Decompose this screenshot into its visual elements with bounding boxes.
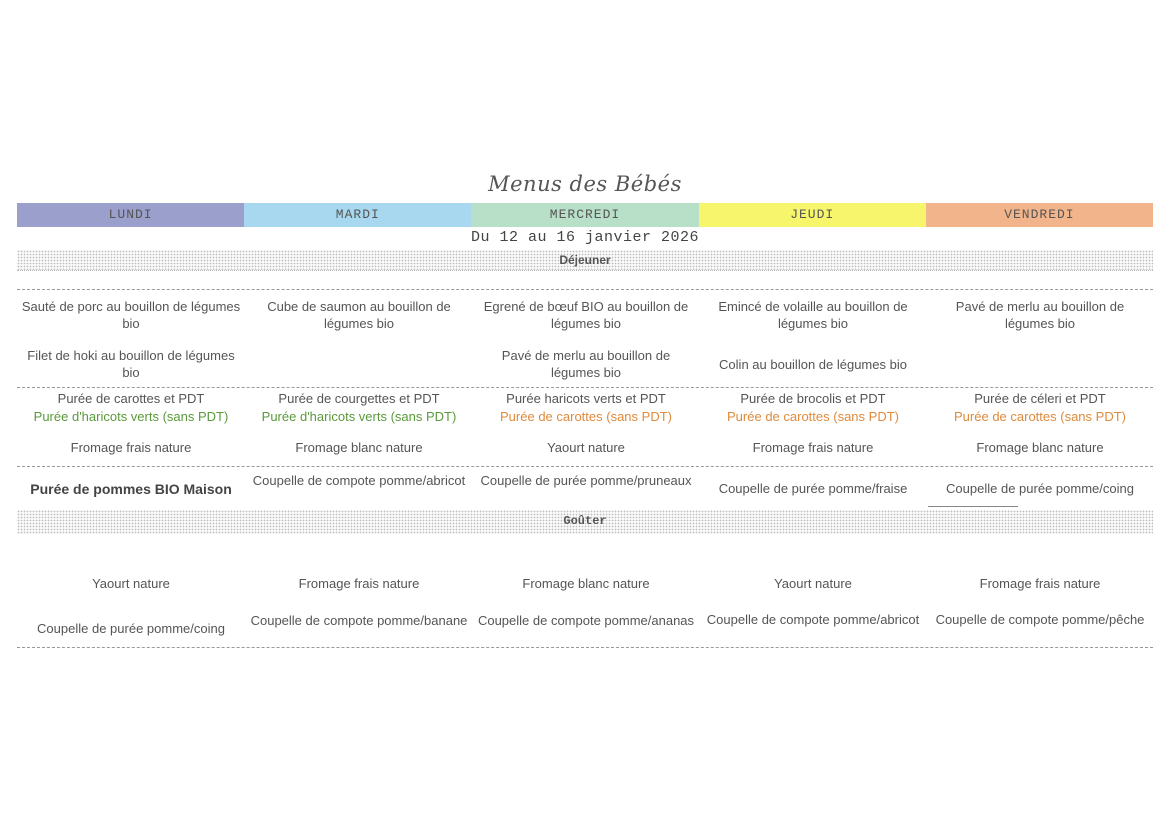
lunch-puree-monday: Purée de carottes et PDT <box>57 391 205 406</box>
day-monday: LUNDI <box>17 203 244 227</box>
day-header-band <box>17 203 1153 227</box>
lunch-label: Déjeuner <box>559 253 611 267</box>
lunch-dairy-wednesday: Yaourt nature <box>547 440 625 455</box>
lunch-dessert-monday: Purée de pommes BIO Maison <box>30 481 232 497</box>
divider <box>17 387 1153 388</box>
day-friday: VENDREDI <box>926 203 1153 227</box>
snack-fruit-tuesday: Coupelle de compote pomme/banane <box>250 613 468 628</box>
lunch-puree-friday: Purée de céleri et PDT <box>974 391 1106 406</box>
underline <box>928 506 1018 507</box>
snack-fruit-thursday: Coupelle de compote pomme/abricot <box>706 612 920 627</box>
lunch-dessert-thursday: Coupelle de purée pomme/fraise <box>718 481 908 496</box>
divider <box>17 289 1153 290</box>
lunch-main-1-friday: Pavé de merlu au bouillon de légumes bio <box>955 299 1125 331</box>
lunch-main-1-tuesday: Cube de saumon au bouillon de légumes bio <box>267 299 451 331</box>
lunch-dairy-thursday: Fromage frais nature <box>752 440 874 455</box>
day-wednesday: MERCREDI <box>471 203 698 227</box>
snack-dairy-tuesday: Fromage frais nature <box>298 576 420 591</box>
lunch-dairy-monday: Fromage frais nature <box>70 440 192 455</box>
lunch-puree-alt-thursday: Purée de carottes (sans PDT) <box>727 409 899 424</box>
lunch-puree-tuesday: Purée de courgettes et PDT <box>278 391 440 406</box>
snack-fruit-monday: Coupelle de purée pomme/coing <box>37 621 225 636</box>
lunch-puree-alt-wednesday: Purée de carottes (sans PDT) <box>500 409 672 424</box>
menu-title: Menus des Bébés <box>488 172 682 196</box>
lunch-band-edge <box>17 270 1153 271</box>
lunch-dessert-wednesday: Coupelle de purée pomme/pruneaux <box>480 473 692 488</box>
divider <box>17 647 1153 648</box>
lunch-puree-alt-monday: Purée d'haricots verts (sans PDT) <box>33 409 229 424</box>
lunch-dessert-tuesday: Coupelle de compote pomme/abricot <box>252 473 466 488</box>
divider <box>17 466 1153 467</box>
snack-dairy-wednesday: Fromage blanc nature <box>522 576 650 591</box>
lunch-main-2-thursday: Colin au bouillon de légumes bio <box>719 357 907 372</box>
lunch-puree-thursday: Purée de brocolis et PDT <box>740 391 886 406</box>
snack-fruit-wednesday: Coupelle de compote pomme/ananas <box>477 613 695 628</box>
lunch-dairy-friday: Fromage blanc nature <box>976 440 1104 455</box>
lunch-puree-wednesday: Purée haricots verts et PDT <box>506 391 666 406</box>
lunch-main-1-thursday: Emincé de volaille au bouillon de légumes bio <box>718 299 908 331</box>
lunch-main-2-wednesday: Pavé de merlu au bouillon de légumes bio <box>501 348 671 380</box>
lunch-main-1-monday: Sauté de porc au bouillon de légumes bio <box>21 299 241 331</box>
day-thursday: JEUDI <box>699 203 926 227</box>
snack-dairy-monday: Yaourt nature <box>92 576 170 591</box>
week-dates: Du 12 au 16 janvier 2026 <box>470 229 700 246</box>
lunch-dairy-tuesday: Fromage blanc nature <box>295 440 423 455</box>
snack-label: Goûter <box>563 514 607 528</box>
lunch-dessert-friday: Coupelle de purée pomme/coing <box>946 481 1134 496</box>
lunch-puree-alt-friday: Purée de carottes (sans PDT) <box>954 409 1126 424</box>
lunch-puree-alt-tuesday: Purée d'haricots verts (sans PDT) <box>261 409 457 424</box>
snack-fruit-friday: Coupelle de compote pomme/pêche <box>935 612 1145 627</box>
snack-dairy-friday: Fromage frais nature <box>979 576 1101 591</box>
lunch-main-1-wednesday: Egrené de bœuf BIO au bouillon de légumes bio <box>483 299 689 331</box>
snack-dairy-thursday: Yaourt nature <box>774 576 852 591</box>
day-tuesday: MARDI <box>244 203 471 227</box>
lunch-main-2-monday: Filet de hoki au bouillon de légumes bio <box>27 348 235 380</box>
